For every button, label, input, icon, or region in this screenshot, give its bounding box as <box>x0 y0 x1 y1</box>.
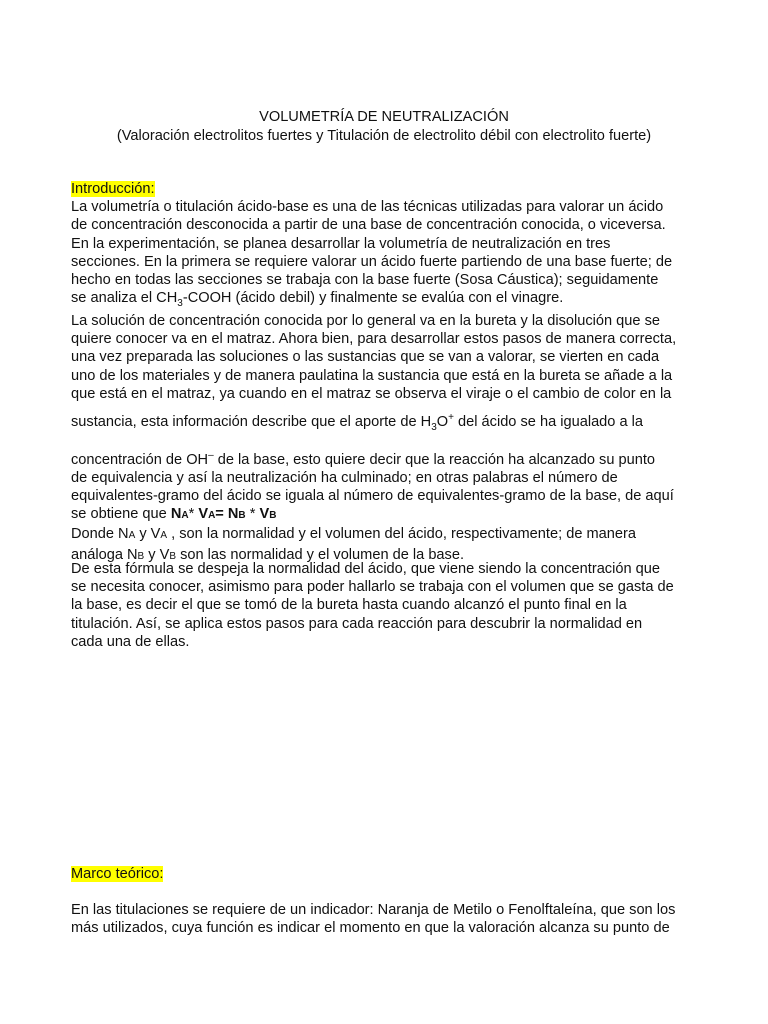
superscript: + <box>448 412 454 424</box>
text-line: En las titulaciones se requiere de un indicador: Naranja de Metilo o Fenolftaleína, que son los <box>71 902 676 918</box>
text-line: La solución de concentración conocida por lo general va en la bureta y la disolución que se <box>71 313 661 329</box>
text-fragment: Donde N <box>71 526 129 543</box>
text-fragment: se analiza el CH <box>71 290 178 307</box>
text-line: quiere conocer va en el matraz. Ahora bien, para desarrollar estos pasos de manera correcta, <box>71 331 677 348</box>
marco-heading: Marco teórico: <box>71 866 164 882</box>
marco-section <box>71 865 701 883</box>
formula-subscript: B <box>238 510 246 522</box>
text-line: equivalentes-gramo del ácido se iguala al número de equivalentes-gramo de la base, de aquí <box>71 488 674 505</box>
formula-symbol: V <box>198 506 209 523</box>
formula-operator: = <box>215 506 228 523</box>
text-line: La volumetría o titulación ácido-base es una de las técnicas utilizadas para valorar un ácido <box>71 199 664 216</box>
text-line: más utilizados, cuya función es indicar el momento en que la valoración alcanza su punto de <box>71 920 670 937</box>
text-fragment: concentración de OH <box>71 451 209 468</box>
formula-subscript: B <box>269 510 277 522</box>
text-fragment: son las normalidad y el volumen de la base. <box>176 546 465 563</box>
subscript: 3 <box>431 421 437 433</box>
text-line <box>71 407 701 439</box>
text-line: una vez preparada las soluciones o las sustancias que se van a valorar, se vierten en cada <box>71 349 660 366</box>
formula-symbol: N <box>170 506 182 523</box>
subscript: 3 <box>177 298 183 310</box>
text-line: uno de los materiales y de manera paulatina la sustancia que está en la bureta se añade a la <box>71 367 673 384</box>
text-fragment: de la base, esto quiere decir que la reacción ha alcanzado su punto <box>213 451 656 468</box>
text-line: de concentración desconocida a partir de una base de concentración conocida, o viceversa. <box>71 217 666 234</box>
text-line: secciones. En la primera se requiere valorar un ácido fuerte partiendo de una base fuerte; de <box>71 253 673 270</box>
text-line: hecho en todas las secciones se trabaja con la base fuerte (Sosa Cáustica); seguidamente <box>71 272 659 289</box>
formula-line <box>71 505 701 525</box>
superscript: – <box>208 449 214 461</box>
text-line: la base, es decir el que se tomó de la bureta hasta cuando alcanzó el punto final en la <box>71 597 627 614</box>
text-line: En la experimentación, se planea desarrollar la volumetría de neutralización en tres <box>71 235 611 252</box>
subscript: B <box>169 550 177 562</box>
text-fragment: del ácido se ha igualado a la <box>453 413 644 430</box>
formula-operator: * <box>188 506 199 523</box>
text-fragment: análoga N <box>71 546 138 563</box>
introduccion-p3 <box>71 560 701 651</box>
text-fragment: y V <box>144 546 170 563</box>
text-line <box>71 289 701 313</box>
introduccion-p1 <box>71 198 701 313</box>
text-fragment: se obtiene que <box>71 506 171 523</box>
document-subtitle: (Valoración electrolitos fuertes y Titulación de electrolito débil con electrolito fuerte) <box>116 128 652 144</box>
text-fragment: O <box>436 413 449 430</box>
introduccion-section <box>71 180 701 313</box>
marco-p1 <box>71 901 701 937</box>
subscript: A <box>160 530 168 542</box>
text-line: titulación. Así, se aplica estos pasos para cada reacción para descubrir la normalidad en <box>71 615 643 632</box>
formula <box>171 506 277 522</box>
text-line: cada una de ellas. <box>71 633 190 650</box>
text-fragment: , son la normalidad y el volumen del ácido, respectivamente; de manera <box>167 526 636 543</box>
formula-subscript: A <box>208 510 216 522</box>
text-fragment: sustancia, esta información describe que el aporte de H <box>71 413 432 430</box>
text-line <box>71 525 701 545</box>
subscript: B <box>137 550 145 562</box>
text-line: De esta fórmula se despeja la normalidad del ácido, que viene siendo la concentración que <box>71 561 660 577</box>
document-title: VOLUMETRÍA DE NEUTRALIZACIÓN <box>259 109 509 125</box>
text-line: que está en el matraz, ya cuando en el matraz se observa el viraje o el cambio de color en la <box>71 385 672 402</box>
introduccion-p2 <box>71 312 701 566</box>
text-line <box>71 447 701 469</box>
subscript: A <box>128 530 136 542</box>
formula-operator: * <box>245 506 260 523</box>
text-line: de equivalencia y así la neutralización ha culminado; en otras palabras el número de <box>71 469 618 486</box>
formula-subscript: A <box>181 510 189 522</box>
formula-symbol: V <box>259 506 270 523</box>
introduccion-heading: Introducción: <box>71 181 155 197</box>
text-fragment: -COOH (ácido debil) y finalmente se evalúa con el vinagre. <box>182 290 564 307</box>
text-fragment: y V <box>135 526 161 543</box>
text-line: se necesita conocer, asimismo para poder hallarlo se trabaja con el volumen que se gasta de <box>71 579 674 596</box>
formula-symbol: N <box>227 506 239 523</box>
